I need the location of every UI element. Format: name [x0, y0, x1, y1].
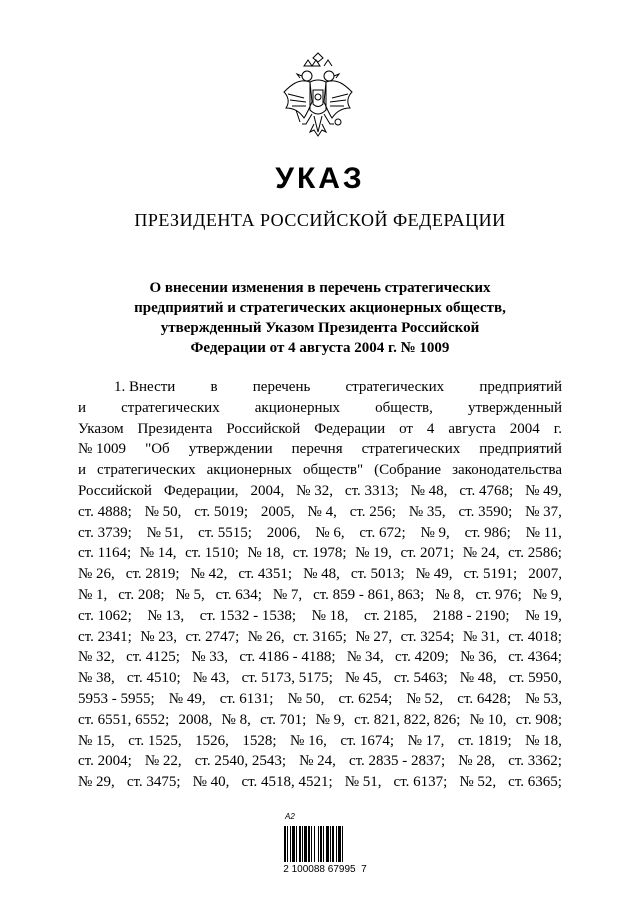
- body-word: Федерации: [314, 420, 386, 437]
- body-word: ст. 4018;: [508, 628, 562, 645]
- barcode-bar: [284, 826, 286, 862]
- body-word: ст. 3313;: [344, 482, 399, 499]
- barcode-mark: А2: [285, 812, 295, 821]
- body-word: ст. 4125;: [126, 649, 180, 666]
- barcode-bar: [287, 826, 288, 862]
- body-line: [78, 377, 562, 398]
- body-word: № 38,: [78, 670, 115, 687]
- body-word: № 34,: [346, 649, 384, 666]
- body-word: № 51,: [344, 774, 382, 791]
- body-word: ст. 2185,: [363, 607, 418, 624]
- body-word: 2006,: [266, 524, 301, 541]
- body-line: [78, 710, 562, 731]
- body-word: № 4,: [307, 503, 337, 520]
- barcode-bar: [326, 826, 329, 862]
- body-word: № 52,: [459, 774, 497, 791]
- body-line: [78, 398, 562, 419]
- body-word: и: [78, 399, 87, 416]
- body-word: ст. 4518, 4521;: [241, 774, 333, 791]
- body-line: [78, 647, 562, 668]
- body-word: ст. 976;: [475, 586, 522, 603]
- body-word: № 36,: [460, 649, 497, 666]
- body-word: ст. 4351;: [238, 566, 293, 583]
- body-word: стратегических: [97, 462, 196, 479]
- decree-heading: [90, 278, 550, 358]
- body-word: 1. Внести: [114, 379, 176, 395]
- body-word: № 9,: [420, 524, 450, 541]
- body-word: перечня: [291, 441, 343, 458]
- body-word: и: [78, 462, 87, 479]
- barcode-bar: [311, 826, 312, 862]
- body-word: № 31,: [462, 628, 500, 645]
- body-word: ст. 3475;: [126, 774, 181, 791]
- body-word: № 19,: [525, 607, 562, 624]
- body-word: ст. 4364;: [508, 649, 562, 666]
- body-word: от: [399, 420, 413, 437]
- body-word: № 18,: [311, 607, 349, 624]
- body-word: № 26,: [78, 566, 115, 583]
- body-word: ст. 3739;: [78, 524, 132, 541]
- body-word: акционерных: [206, 462, 292, 479]
- body-line: [78, 481, 562, 502]
- body-word: № 29,: [78, 774, 115, 791]
- body-line: [78, 627, 562, 648]
- body-word: № 8,: [435, 586, 465, 603]
- body-word: ст. 3165;: [293, 628, 347, 645]
- body-word: предприятий: [479, 441, 562, 458]
- body-word: № 52,: [406, 690, 444, 707]
- body-word: № 32,: [78, 649, 115, 666]
- barcode-bar: [292, 826, 295, 862]
- body-word: ст. 6365;: [508, 774, 562, 791]
- body-word: законодательства: [452, 462, 562, 479]
- body-word: № 40,: [192, 774, 230, 791]
- body-word: 2188 - 2190;: [432, 607, 510, 624]
- body-word: ст. 208;: [118, 586, 165, 603]
- body-word: ст. 5463;: [393, 670, 448, 687]
- body-word: ст. 3254;: [400, 628, 455, 645]
- body-word: ст. 2004;: [78, 753, 132, 770]
- body-word: № 14,: [139, 545, 177, 562]
- body-word: 5953 - 5955;: [78, 690, 155, 707]
- body-word: ст. 5515;: [198, 524, 252, 541]
- body-word: ст. 701;: [260, 711, 307, 728]
- body-word: стратегических: [345, 379, 445, 395]
- body-word: № 10,: [469, 711, 507, 728]
- barcode: [270, 812, 380, 882]
- barcode-bar: [338, 826, 341, 862]
- body-word: ст. 821, 822, 826;: [354, 711, 461, 728]
- body-word: № 15,: [78, 732, 115, 749]
- body-word: обществ,: [375, 399, 433, 416]
- body-word: № 5,: [175, 586, 205, 603]
- barcode-bar: [308, 826, 310, 862]
- body-word: ст. 1164;: [78, 545, 132, 562]
- body-word: (Собрание: [374, 462, 442, 479]
- body-word: № 8,: [221, 711, 251, 728]
- barcode-bars: [284, 826, 366, 862]
- body-word: ст. 1532 - 1538;: [199, 607, 296, 624]
- body-word: стратегических: [361, 441, 461, 458]
- barcode-bar: [299, 826, 301, 862]
- body-word: ст. 5191;: [463, 566, 518, 583]
- body-word: ст. 2747;: [185, 628, 240, 645]
- russian-coat-of-arms-icon: [280, 52, 356, 144]
- body-word: ст. 908;: [515, 711, 562, 728]
- decree-body: [78, 377, 562, 793]
- body-word: Российской: [78, 482, 152, 499]
- body-word: № 48,: [459, 670, 497, 687]
- body-word: № 18,: [247, 545, 285, 562]
- body-word: № 7,: [272, 586, 303, 603]
- body-word: 2008,: [178, 711, 213, 728]
- body-line: [78, 731, 562, 752]
- body-word: № 26,: [247, 628, 285, 645]
- body-word: № 51,: [146, 524, 184, 541]
- body-word: ст. 2071;: [400, 545, 455, 562]
- body-line: [78, 523, 562, 544]
- body-word: Указом: [78, 420, 124, 437]
- body-word: Президента: [137, 420, 213, 437]
- body-word: № 53,: [525, 690, 562, 707]
- body-word: ст. 4209;: [395, 649, 449, 666]
- body-word: ст. 6428;: [457, 690, 512, 707]
- body-word: 2004: [509, 420, 540, 437]
- body-word: № 16,: [290, 732, 327, 749]
- barcode-bar: [323, 826, 324, 862]
- body-word: ст. 672;: [359, 524, 406, 541]
- body-word: ст. 3362;: [508, 753, 562, 770]
- body-word: № 22,: [144, 753, 182, 770]
- body-word: ст. 6131;: [219, 690, 274, 707]
- body-word: № 37,: [525, 503, 562, 520]
- body-line: [78, 460, 562, 481]
- body-word: № 48,: [410, 482, 448, 499]
- body-word: № 28,: [458, 753, 496, 770]
- body-word: ст. 4768;: [459, 482, 514, 499]
- body-word: № 43,: [192, 670, 230, 687]
- body-word: Российской: [226, 420, 301, 437]
- body-word: № 42,: [190, 566, 228, 583]
- body-line: [78, 689, 562, 710]
- body-line: [78, 585, 562, 606]
- body-word: акционерных: [254, 399, 341, 416]
- body-word: № 49,: [415, 566, 453, 583]
- body-word: ст. 2819;: [125, 566, 180, 583]
- body-word: № 17,: [407, 732, 445, 749]
- body-word: № 50,: [144, 503, 182, 520]
- body-word: 1526,: [195, 732, 229, 749]
- barcode-bar: [318, 826, 319, 862]
- body-word: ст. 2341;: [78, 628, 132, 645]
- body-word: ст. 6137;: [393, 774, 448, 791]
- body-word: ст. 1510;: [185, 545, 239, 562]
- body-word: ст. 256;: [349, 503, 396, 520]
- body-word: 2007,: [528, 566, 562, 583]
- barcode-bar: [302, 826, 303, 862]
- body-word: "Об: [145, 441, 170, 458]
- barcode-bar: [332, 826, 334, 862]
- barcode-bar: [314, 826, 315, 862]
- body-word: ст. 1819;: [457, 732, 512, 749]
- body-line: [78, 606, 562, 627]
- body-word: № 33,: [191, 649, 229, 666]
- body-word: ст. 5019;: [194, 503, 249, 520]
- decree-heading-line: О внесении изменения в перечень стратегических: [149, 280, 491, 296]
- body-word: 1528;: [242, 732, 277, 749]
- body-word: предприятий: [479, 379, 562, 395]
- barcode-bar: [330, 826, 331, 862]
- body-line: [78, 543, 562, 564]
- body-word: ст. 1525,: [128, 732, 182, 749]
- body-line: [78, 772, 562, 793]
- body-word: ст. 1062;: [78, 607, 132, 624]
- document-subtitle: ПРЕЗИДЕНТА РОССИЙСКОЙ ФЕДЕРАЦИИ: [134, 210, 506, 230]
- body-line: [78, 419, 562, 440]
- body-word: ст. 2586;: [508, 545, 562, 562]
- body-word: ст. 1674;: [340, 732, 395, 749]
- barcode-bar: [290, 826, 291, 862]
- body-line: [78, 439, 562, 460]
- body-word: ст. 1978;: [292, 545, 347, 562]
- body-word: № 9,: [315, 711, 345, 728]
- body-word: ст. 859 - 861, 863;: [313, 586, 425, 603]
- body-word: № 13,: [147, 607, 185, 624]
- body-word: ст. 3590;: [458, 503, 513, 520]
- body-word: Федерации,: [163, 482, 239, 499]
- body-word: ст. 5013;: [350, 566, 405, 583]
- barcode-number: 2 100088 67995 7: [283, 864, 367, 875]
- body-word: в: [210, 379, 218, 395]
- barcode-bar: [304, 826, 307, 862]
- body-word: стратегических: [121, 399, 220, 416]
- body-word: обществ": [302, 462, 364, 479]
- body-word: № 48,: [303, 566, 340, 583]
- body-line: [78, 564, 562, 585]
- body-word: ст. 986;: [464, 524, 511, 541]
- body-word: ст. 6551, 6552;: [78, 711, 170, 728]
- body-word: № 1009: [78, 441, 127, 458]
- body-line: [78, 502, 562, 523]
- decree-heading-line: утвержденный Указом Президента Российской: [160, 320, 480, 336]
- body-word: ст. 6254;: [338, 690, 393, 707]
- body-word: № 23,: [140, 628, 178, 645]
- decree-heading-line: Федерации от 4 августа 2004 г. № 1009: [190, 340, 450, 356]
- body-line: [78, 668, 562, 689]
- body-word: № 1,: [78, 586, 108, 603]
- body-word: 4: [426, 420, 435, 437]
- body-word: ст. 4186 - 4188;: [239, 649, 336, 666]
- body-line: [78, 751, 562, 772]
- body-word: № 19,: [355, 545, 392, 562]
- barcode-bar: [296, 826, 297, 862]
- body-word: № 50,: [287, 690, 325, 707]
- barcode-bar: [342, 826, 343, 862]
- body-word: утверждении: [188, 441, 273, 458]
- body-word: № 18,: [525, 732, 562, 749]
- body-word: № 11,: [525, 524, 562, 541]
- body-word: перечень: [252, 379, 311, 395]
- body-word: № 9,: [532, 586, 562, 603]
- body-word: № 24,: [462, 545, 500, 562]
- body-word: № 45,: [344, 670, 382, 687]
- body-word: ст. 5950,: [508, 670, 562, 687]
- document-title: УКАЗ: [275, 162, 365, 195]
- barcode-bar: [320, 826, 322, 862]
- body-word: 2005,: [260, 503, 295, 520]
- body-word: ст. 5173, 5175;: [241, 670, 333, 687]
- body-word: ст. 634;: [215, 586, 262, 603]
- decree-heading-line: предприятий и стратегических акционерных обществ,: [134, 300, 506, 316]
- body-word: № 35,: [408, 503, 446, 520]
- body-word: утвержденный: [467, 399, 562, 416]
- body-word: № 24,: [299, 753, 336, 770]
- body-word: № 49,: [168, 690, 206, 707]
- body-word: августа: [448, 420, 496, 437]
- body-word: № 6,: [315, 524, 345, 541]
- body-word: ст. 4888;: [78, 503, 132, 520]
- body-word: № 49,: [525, 482, 562, 499]
- body-word: № 27,: [355, 628, 393, 645]
- body-word: ст. 2835 - 2837;: [348, 753, 446, 770]
- body-word: ст. 4510;: [126, 670, 181, 687]
- body-word: № 32,: [296, 482, 333, 499]
- body-word: г.: [553, 420, 562, 437]
- body-word: ст. 2540, 2543;: [194, 753, 286, 770]
- barcode-bar: [336, 826, 337, 862]
- body-word: 2004,: [250, 482, 285, 499]
